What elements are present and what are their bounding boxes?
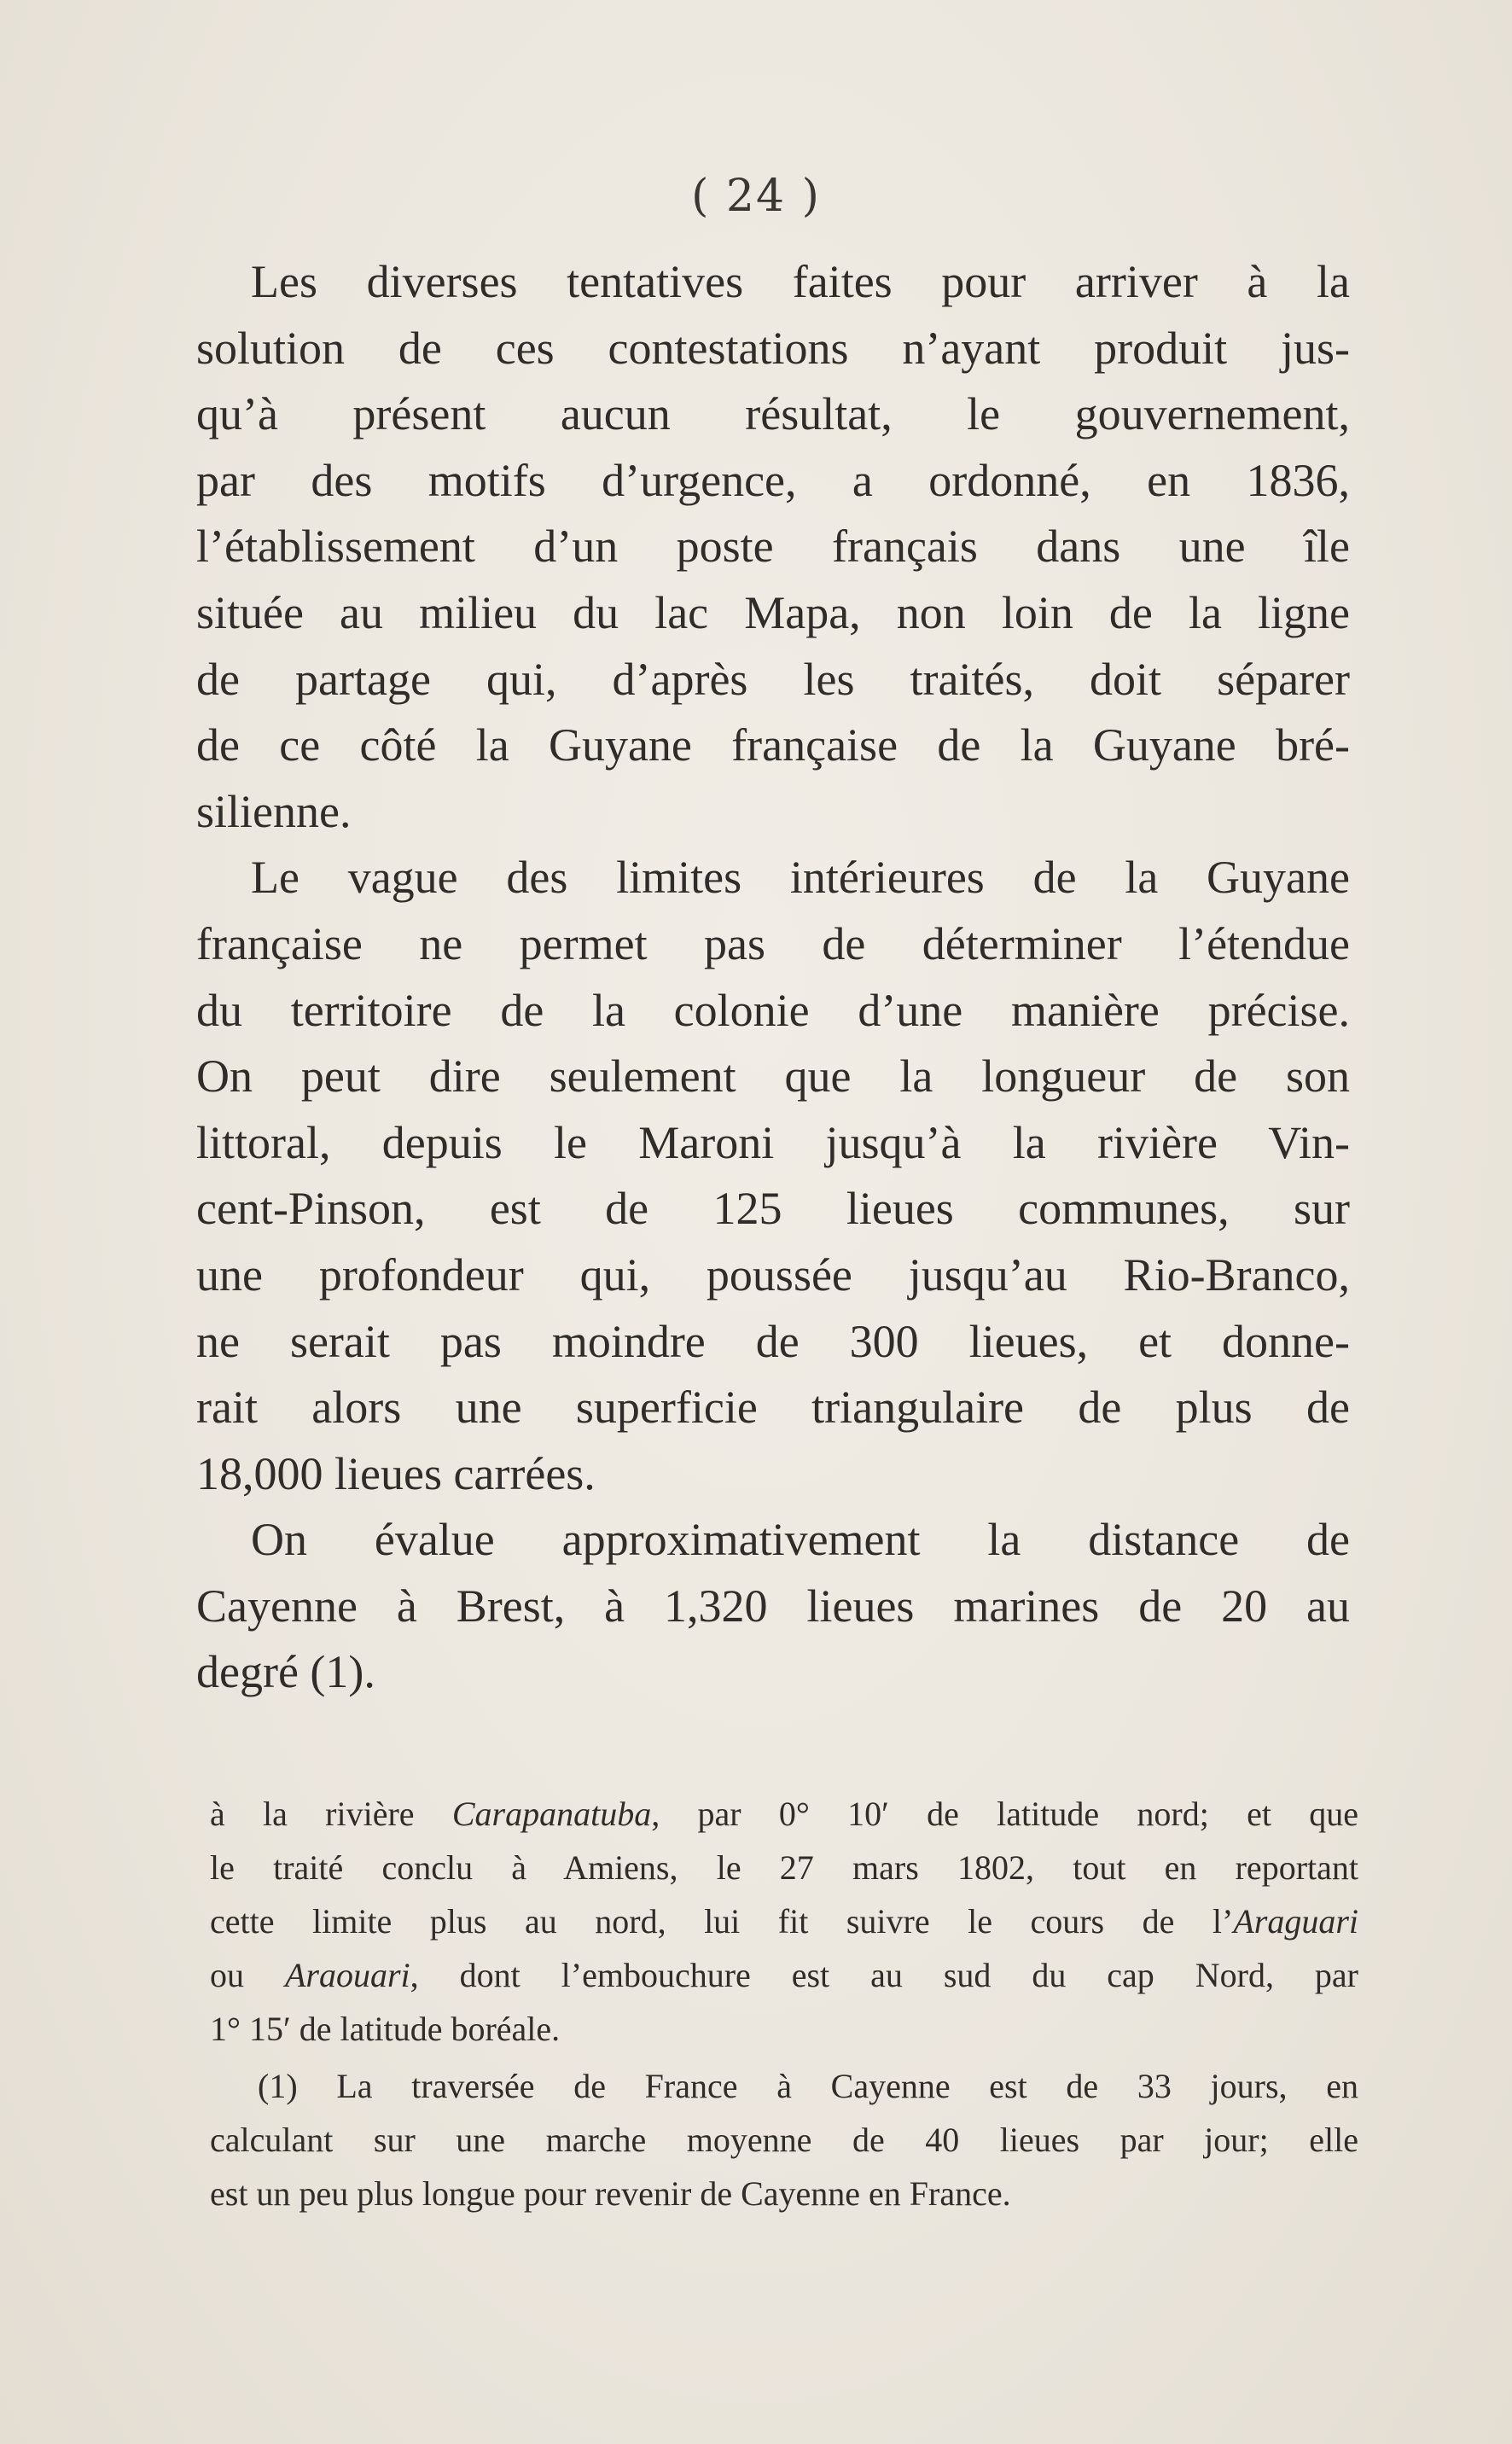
text-line: l’établissement d’un poste français dans une île (196, 521, 1350, 573)
footnote-line: calculant sur une marche moyenne de 40 lieues par jour; elle (210, 2121, 1358, 2159)
text-line: 18,000 lieues carrées. (196, 1447, 596, 1499)
page-number: ( 24 ) (691, 171, 821, 222)
text-line: française ne permet pas de déterminer l’étendue (196, 917, 1350, 969)
footnote-text: à la rivière (210, 1795, 452, 1833)
text-line: par des motifs d’urgence, a ordonné, en 1836, (196, 454, 1350, 506)
text-line: On évalue approximativement la distance de (251, 1514, 1350, 1566)
paragraph-1 (196, 249, 1350, 845)
text-line: une profondeur qui, poussée jusqu’au Rio-Branco, (196, 1248, 1350, 1301)
main-text (196, 249, 1350, 1706)
footnote-text: ou (210, 1956, 285, 1994)
text-line: Les diverses tentatives faites pour arriver à la (251, 256, 1350, 307)
river-name: Araguari (1233, 1902, 1358, 1941)
text-line: solution de ces contestations n’ayant produit jus- (196, 322, 1350, 374)
river-name: Araouari (284, 1956, 410, 1994)
paragraph-2 (196, 845, 1350, 1507)
footnote-text: , par 0° 10′ de latitude nord; et que (651, 1795, 1358, 1833)
text-line: située au milieu du lac Mapa, non loin de la ligne (196, 586, 1350, 638)
footnote-line (210, 1948, 1358, 2002)
footnote-line: 1° 15′ de latitude boréale. (210, 2010, 561, 2048)
footnote-line (210, 1894, 1358, 1948)
footnote-1 (210, 2059, 1358, 2220)
text-line: de ce côté la Guyane française de la Guyane bré- (196, 719, 1350, 771)
text-line: Cayenne à Brest, à 1,320 lieues marines de 20 au (196, 1580, 1350, 1632)
footnote-text: , dont l’embouchure est au sud du cap Nord, par (410, 1956, 1358, 1994)
footnote-line: le traité conclu à Amiens, le 27 mars 1802, tout en reportant (210, 1848, 1358, 1887)
text-line: silienne. (196, 785, 352, 837)
footnote-continuation (210, 1787, 1358, 2056)
river-name: Carapanatuba (451, 1795, 652, 1833)
text-line: degré (1). (196, 1646, 375, 1698)
text-line: littoral, depuis le Maroni jusqu’à la rivière Vin- (196, 1116, 1350, 1168)
text-line: qu’à présent aucun résultat, le gouvernement, (196, 388, 1350, 440)
text-line: On peut dire seulement que la longueur de son (196, 1050, 1350, 1103)
text-line: du territoire de la colonie d’une manière précise. (196, 984, 1350, 1036)
footnote-line: est un peu plus longue pour revenir de Cayenne en France. (210, 2174, 1011, 2213)
text-line: de partage qui, d’après les traités, doit séparer (196, 653, 1350, 705)
text-line: cent-Pinson, est de 125 lieues communes, sur (196, 1183, 1350, 1235)
footnotes (210, 1787, 1358, 2220)
footnote-line (210, 1787, 1358, 1841)
text-line: Le vague des limites intérieures de la Guyane (251, 852, 1350, 904)
paragraph-3 (196, 1507, 1350, 1706)
footnote-line: (1) La traversée de France à Cayenne est de 33 jours, en (258, 2067, 1358, 2105)
text-line: rait alors une superficie triangulaire de plus de (196, 1382, 1350, 1434)
footnote-text: cette limite plus au nord, lui fit suivre le cours de l’ (210, 1902, 1234, 1941)
text-line: ne serait pas moindre de 300 lieues, et donne- (196, 1315, 1350, 1367)
